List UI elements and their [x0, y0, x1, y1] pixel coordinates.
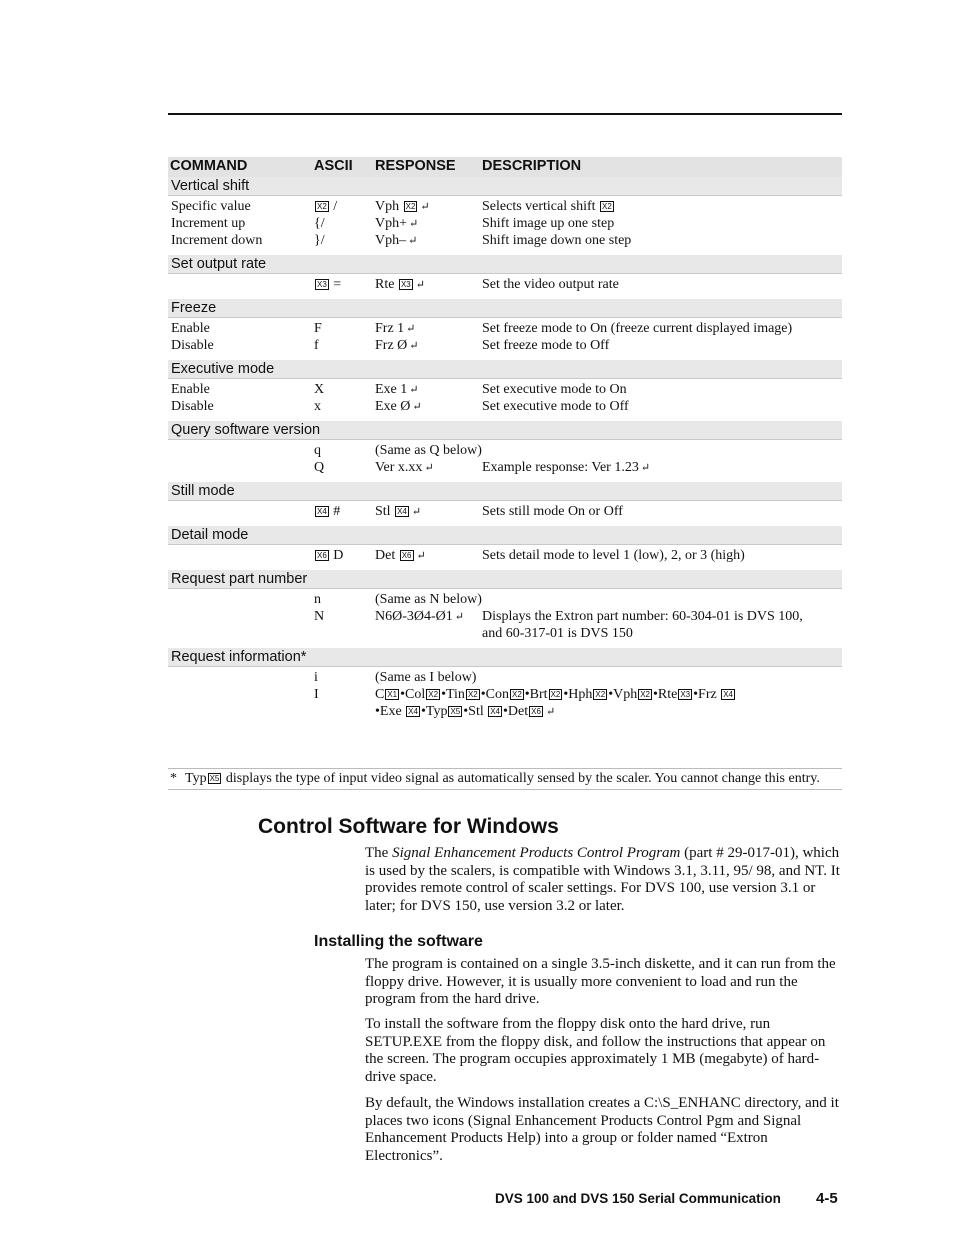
- section-heading: Freeze: [168, 299, 842, 318]
- footnote-post: displays the type of input video signal as automatically sensed by the scaler. You cannot change this entry.: [222, 771, 820, 786]
- response-cell: [375, 215, 418, 233]
- section-rows: [168, 274, 842, 299]
- response-text: Vph: [375, 199, 403, 214]
- paragraph-1: The program is contained on a single 3.5-inch diskette, and it can run from the floppy drive. However, it is usually more convenient to load and run the program from the hard drive.: [365, 956, 836, 1008]
- description-cell: [482, 337, 609, 354]
- header-description: DESCRIPTION: [482, 158, 582, 174]
- ascii-cell: [314, 608, 324, 625]
- table-section: [168, 526, 842, 570]
- section-heading: Query software version: [168, 421, 842, 440]
- ascii-suffix: D: [329, 548, 344, 563]
- ascii-cell: [314, 232, 325, 249]
- ascii-text: q: [314, 443, 321, 458]
- description-text: and 60-317-01 is DVS 150: [482, 626, 633, 641]
- table-row: [168, 215, 842, 232]
- table-section: [168, 570, 842, 648]
- response-cell: [375, 232, 417, 250]
- response-cell: [375, 503, 421, 521]
- section-title: Control Software for Windows: [258, 815, 559, 838]
- section-rows: [168, 667, 842, 726]
- description-cell: [482, 625, 633, 642]
- description-text: Selects vertical shift: [482, 199, 600, 214]
- description-cell: [482, 198, 615, 215]
- variable-box: X2: [511, 690, 522, 699]
- table-section: [168, 177, 842, 255]
- ascii-text: Q: [314, 460, 325, 475]
- response-cell: [375, 276, 425, 294]
- ascii-suffix: /: [329, 199, 338, 214]
- table-row: [168, 320, 842, 337]
- response-text: •Stl: [463, 704, 488, 719]
- response-cell: [375, 442, 482, 459]
- command-name: Disable: [171, 338, 214, 353]
- response-text: •Vph: [608, 687, 638, 702]
- variable-box: X6: [531, 707, 541, 716]
- table-row: [168, 503, 842, 520]
- table-section: [168, 648, 842, 726]
- response-text: •Typ: [420, 704, 448, 719]
- description-cell: [482, 547, 745, 564]
- return-arrow-icon: ↵: [424, 462, 434, 474]
- response-text: •Exe: [375, 704, 406, 719]
- description-cell: [482, 381, 627, 398]
- section-rows: [168, 318, 842, 360]
- response-text: (Same as I below): [375, 670, 477, 685]
- table-row: [168, 547, 842, 564]
- variable-box: X6: [401, 551, 412, 560]
- return-arrow-icon: ↵: [409, 340, 419, 352]
- response-cell: [375, 547, 426, 565]
- description-cell: [482, 398, 629, 415]
- section-heading: Vertical shift: [168, 177, 842, 196]
- table-header: [168, 157, 842, 177]
- page-number: 4-5: [816, 1190, 838, 1207]
- variable-box: X5: [209, 774, 220, 783]
- ascii-cell: [314, 320, 322, 337]
- description-text: Shift image up one step: [482, 216, 615, 231]
- ascii-text: i: [314, 670, 318, 685]
- section-rows: [168, 545, 842, 570]
- description-text: Example response: Ver 1.23: [482, 460, 639, 475]
- table-section: [168, 255, 842, 299]
- description-text: Set the video output rate: [482, 277, 619, 292]
- description-cell: [482, 215, 614, 232]
- command-table: [168, 157, 842, 726]
- info-response: [375, 703, 555, 721]
- ascii-cell: [314, 381, 324, 398]
- table-row: [168, 591, 842, 608]
- description-cell: [482, 459, 650, 477]
- ascii-cell: [314, 669, 318, 686]
- variable-box: X2: [602, 202, 612, 211]
- response-text: •Det: [503, 704, 529, 719]
- description-text: Shift image down one step: [482, 233, 632, 248]
- return-arrow-icon: ↵: [415, 279, 425, 291]
- ascii-cell: [314, 686, 319, 703]
- return-arrow-icon: ↵: [408, 235, 418, 247]
- response-text: •Frz: [693, 687, 721, 702]
- header-ascii: ASCII: [314, 158, 353, 174]
- header-command: COMMAND: [170, 158, 248, 174]
- section-rows: [168, 440, 842, 482]
- section-heading: Set output rate: [168, 255, 842, 274]
- response-cell: [375, 381, 418, 399]
- intro-pre: The: [365, 845, 393, 861]
- intro-paragraph: [365, 845, 843, 916]
- ascii-text: n: [314, 592, 321, 607]
- description-cell: [482, 320, 792, 337]
- response-text: •Col: [400, 687, 426, 702]
- table-row: [168, 337, 842, 354]
- section-rows: [168, 379, 842, 421]
- response-text: C: [375, 687, 385, 702]
- response-text: Stl: [375, 504, 395, 519]
- description-cell: [482, 503, 623, 520]
- footnote-pre: Typ: [185, 771, 207, 786]
- table-row: [168, 198, 842, 215]
- response-text: •Con: [480, 687, 509, 702]
- description-text: Set executive mode to Off: [482, 399, 629, 414]
- return-arrow-icon: ↵: [406, 323, 416, 335]
- table-row: [168, 398, 842, 415]
- footer-title: DVS 100 and DVS 150 Serial Communication: [495, 1191, 781, 1206]
- response-text: •Tin: [441, 687, 465, 702]
- response-cell: [375, 591, 482, 608]
- ascii-cell: [314, 591, 321, 608]
- return-arrow-icon: ↵: [454, 611, 464, 623]
- response-cell: [375, 337, 419, 355]
- description-text: Set freeze mode to Off: [482, 338, 610, 353]
- ascii-suffix: #: [329, 504, 341, 519]
- footnote-star: *: [170, 771, 177, 786]
- footnote: [168, 768, 842, 790]
- ascii-text: I: [314, 687, 319, 702]
- intro-italic: Signal Enhancement Products Control Program: [392, 845, 681, 861]
- response-text: •Brt: [524, 687, 548, 702]
- return-arrow-icon: ↵: [411, 506, 422, 518]
- paragraph-3: By default, the Windows installation creates a C:\S_ENHANC directory, and it places two icons (Signal Enhancement Products Control Pgm and Signal Enhancement Products Help) into a group or folder named “Extron Electronics”.: [365, 1095, 839, 1165]
- table-section: [168, 421, 842, 482]
- intro-post: (part # 29-017-01), which is used by the scalers, is compatible with Windows 3.1, 3.11, 95/ 98, and NT. It provides remote control of scaler settings. For DVS 100, use version 3.1 or later; for DVS 150, use version 3.2 or later.: [365, 845, 840, 915]
- response-text: Exe Ø: [375, 399, 411, 414]
- return-arrow-icon: ↵: [409, 384, 419, 396]
- return-arrow-icon: ↵: [409, 218, 419, 230]
- description-text: Sets still mode On or Off: [482, 504, 623, 519]
- section-heading: Still mode: [168, 482, 842, 501]
- variable-box: X2: [595, 690, 606, 699]
- response-text: (Same as N below): [375, 592, 482, 607]
- response-text: N6Ø-3Ø4-Ø1: [375, 609, 453, 624]
- table-row: [168, 232, 842, 249]
- ascii-cell: [314, 198, 337, 215]
- command-name: Enable: [171, 321, 210, 336]
- table-row: [168, 442, 842, 459]
- response-cell: [375, 398, 422, 416]
- table-sections: [168, 177, 842, 726]
- ascii-cell: [314, 503, 340, 520]
- variable-box: X2: [467, 690, 478, 699]
- table-row: [168, 686, 842, 703]
- response-cell: [375, 198, 430, 216]
- variable-box: X2: [640, 690, 650, 699]
- ascii-cell: [314, 442, 321, 459]
- response-text: Frz Ø: [375, 338, 408, 353]
- return-arrow-icon: ↵: [640, 462, 651, 474]
- command-name: Increment up: [171, 216, 246, 231]
- response-text: Vph–: [375, 233, 407, 248]
- response-cell: [375, 459, 434, 477]
- command-name: Specific value: [171, 199, 251, 214]
- response-text: Vph+: [375, 216, 408, 231]
- paragraph-2: To install the software from the floppy disk onto the hard drive, run SETUP.EXE from the floppy disk, and follow the instructions that appear on the screen. The program occupies approximately 1 MB (megabyte) of hard-drive space.: [365, 1016, 826, 1086]
- variable-box: X4: [723, 690, 734, 699]
- ascii-cell: [314, 276, 341, 293]
- variable-box: X4: [408, 707, 418, 716]
- subsection-title: Installing the software: [314, 933, 483, 950]
- footnote-text: [168, 771, 842, 787]
- variable-box: X3: [317, 280, 327, 289]
- table-row: [168, 276, 842, 293]
- variable-box: X1: [387, 690, 398, 699]
- description-text: Displays the Extron part number: 60-304-01 is DVS 100,: [482, 609, 803, 624]
- top-rule: [168, 113, 842, 115]
- description-text: Sets detail mode to level 1 (low), 2, or 3 (high): [482, 548, 745, 563]
- header-response: RESPONSE: [375, 158, 456, 174]
- command-name: Enable: [171, 382, 210, 397]
- description-cell: [482, 276, 619, 293]
- table-section: [168, 482, 842, 526]
- return-arrow-icon: ↵: [412, 401, 422, 413]
- return-arrow-icon: ↵: [416, 550, 426, 562]
- response-text: •Rte: [653, 687, 678, 702]
- response-text: Rte: [375, 277, 398, 292]
- variable-box: X2: [317, 202, 327, 211]
- ascii-text: X: [314, 382, 325, 397]
- table-row: [168, 669, 842, 686]
- table-row: [168, 459, 842, 476]
- response-text: Det: [375, 548, 399, 563]
- variable-box: X2: [405, 202, 416, 211]
- response-cell: [375, 669, 476, 686]
- section-rows: [168, 501, 842, 526]
- variable-box: X4: [490, 707, 501, 716]
- info-response: [375, 686, 736, 703]
- return-arrow-icon: ↵: [420, 201, 430, 213]
- command-name: Disable: [171, 399, 214, 414]
- response-text: (Same as Q below): [375, 443, 482, 458]
- ascii-cell: [314, 398, 321, 415]
- table-section: [168, 360, 842, 421]
- ascii-text: x: [314, 399, 321, 414]
- variable-box: X3: [680, 690, 691, 699]
- ascii-text: {/: [314, 216, 325, 231]
- response-text: Ver x.xx: [375, 460, 423, 475]
- section-heading: Request information*: [168, 648, 842, 667]
- table-row: [168, 703, 842, 720]
- variable-box: X2: [428, 690, 439, 699]
- response-text: •Hph: [563, 687, 593, 702]
- section-heading: Detail mode: [168, 526, 842, 545]
- variable-box: X3: [400, 280, 411, 289]
- response-cell: [375, 608, 464, 626]
- table-row: [168, 625, 842, 642]
- section-rows: [168, 196, 842, 255]
- ascii-cell: [314, 459, 324, 476]
- variable-box: X4: [397, 507, 407, 516]
- ascii-text: N: [314, 609, 325, 624]
- variable-box: X5: [450, 707, 461, 716]
- ascii-cell: [314, 215, 325, 232]
- ascii-text: F: [314, 321, 322, 336]
- section-heading: Request part number: [168, 570, 842, 589]
- response-text: Frz 1: [375, 321, 405, 336]
- table-section: [168, 299, 842, 360]
- command-name: Increment down: [171, 233, 263, 248]
- variable-box: X6: [317, 551, 327, 560]
- return-arrow-icon: ↵: [545, 706, 556, 718]
- section-rows: [168, 589, 842, 648]
- ascii-text: f: [314, 338, 319, 353]
- response-text: Exe 1: [375, 382, 408, 397]
- response-cell: [375, 320, 415, 338]
- table-row: [168, 381, 842, 398]
- ascii-text: }/: [314, 233, 325, 248]
- description-text: Set executive mode to On: [482, 382, 627, 397]
- variable-box: X4: [317, 507, 327, 516]
- table-row: [168, 608, 842, 625]
- ascii-suffix: =: [329, 277, 342, 292]
- variable-box: X2: [550, 690, 561, 699]
- section-heading: Executive mode: [168, 360, 842, 379]
- description-text: Set freeze mode to On (freeze current displayed image): [482, 321, 793, 336]
- description-cell: [482, 608, 803, 625]
- ascii-cell: [314, 547, 343, 564]
- description-cell: [482, 232, 631, 249]
- ascii-cell: [314, 337, 319, 354]
